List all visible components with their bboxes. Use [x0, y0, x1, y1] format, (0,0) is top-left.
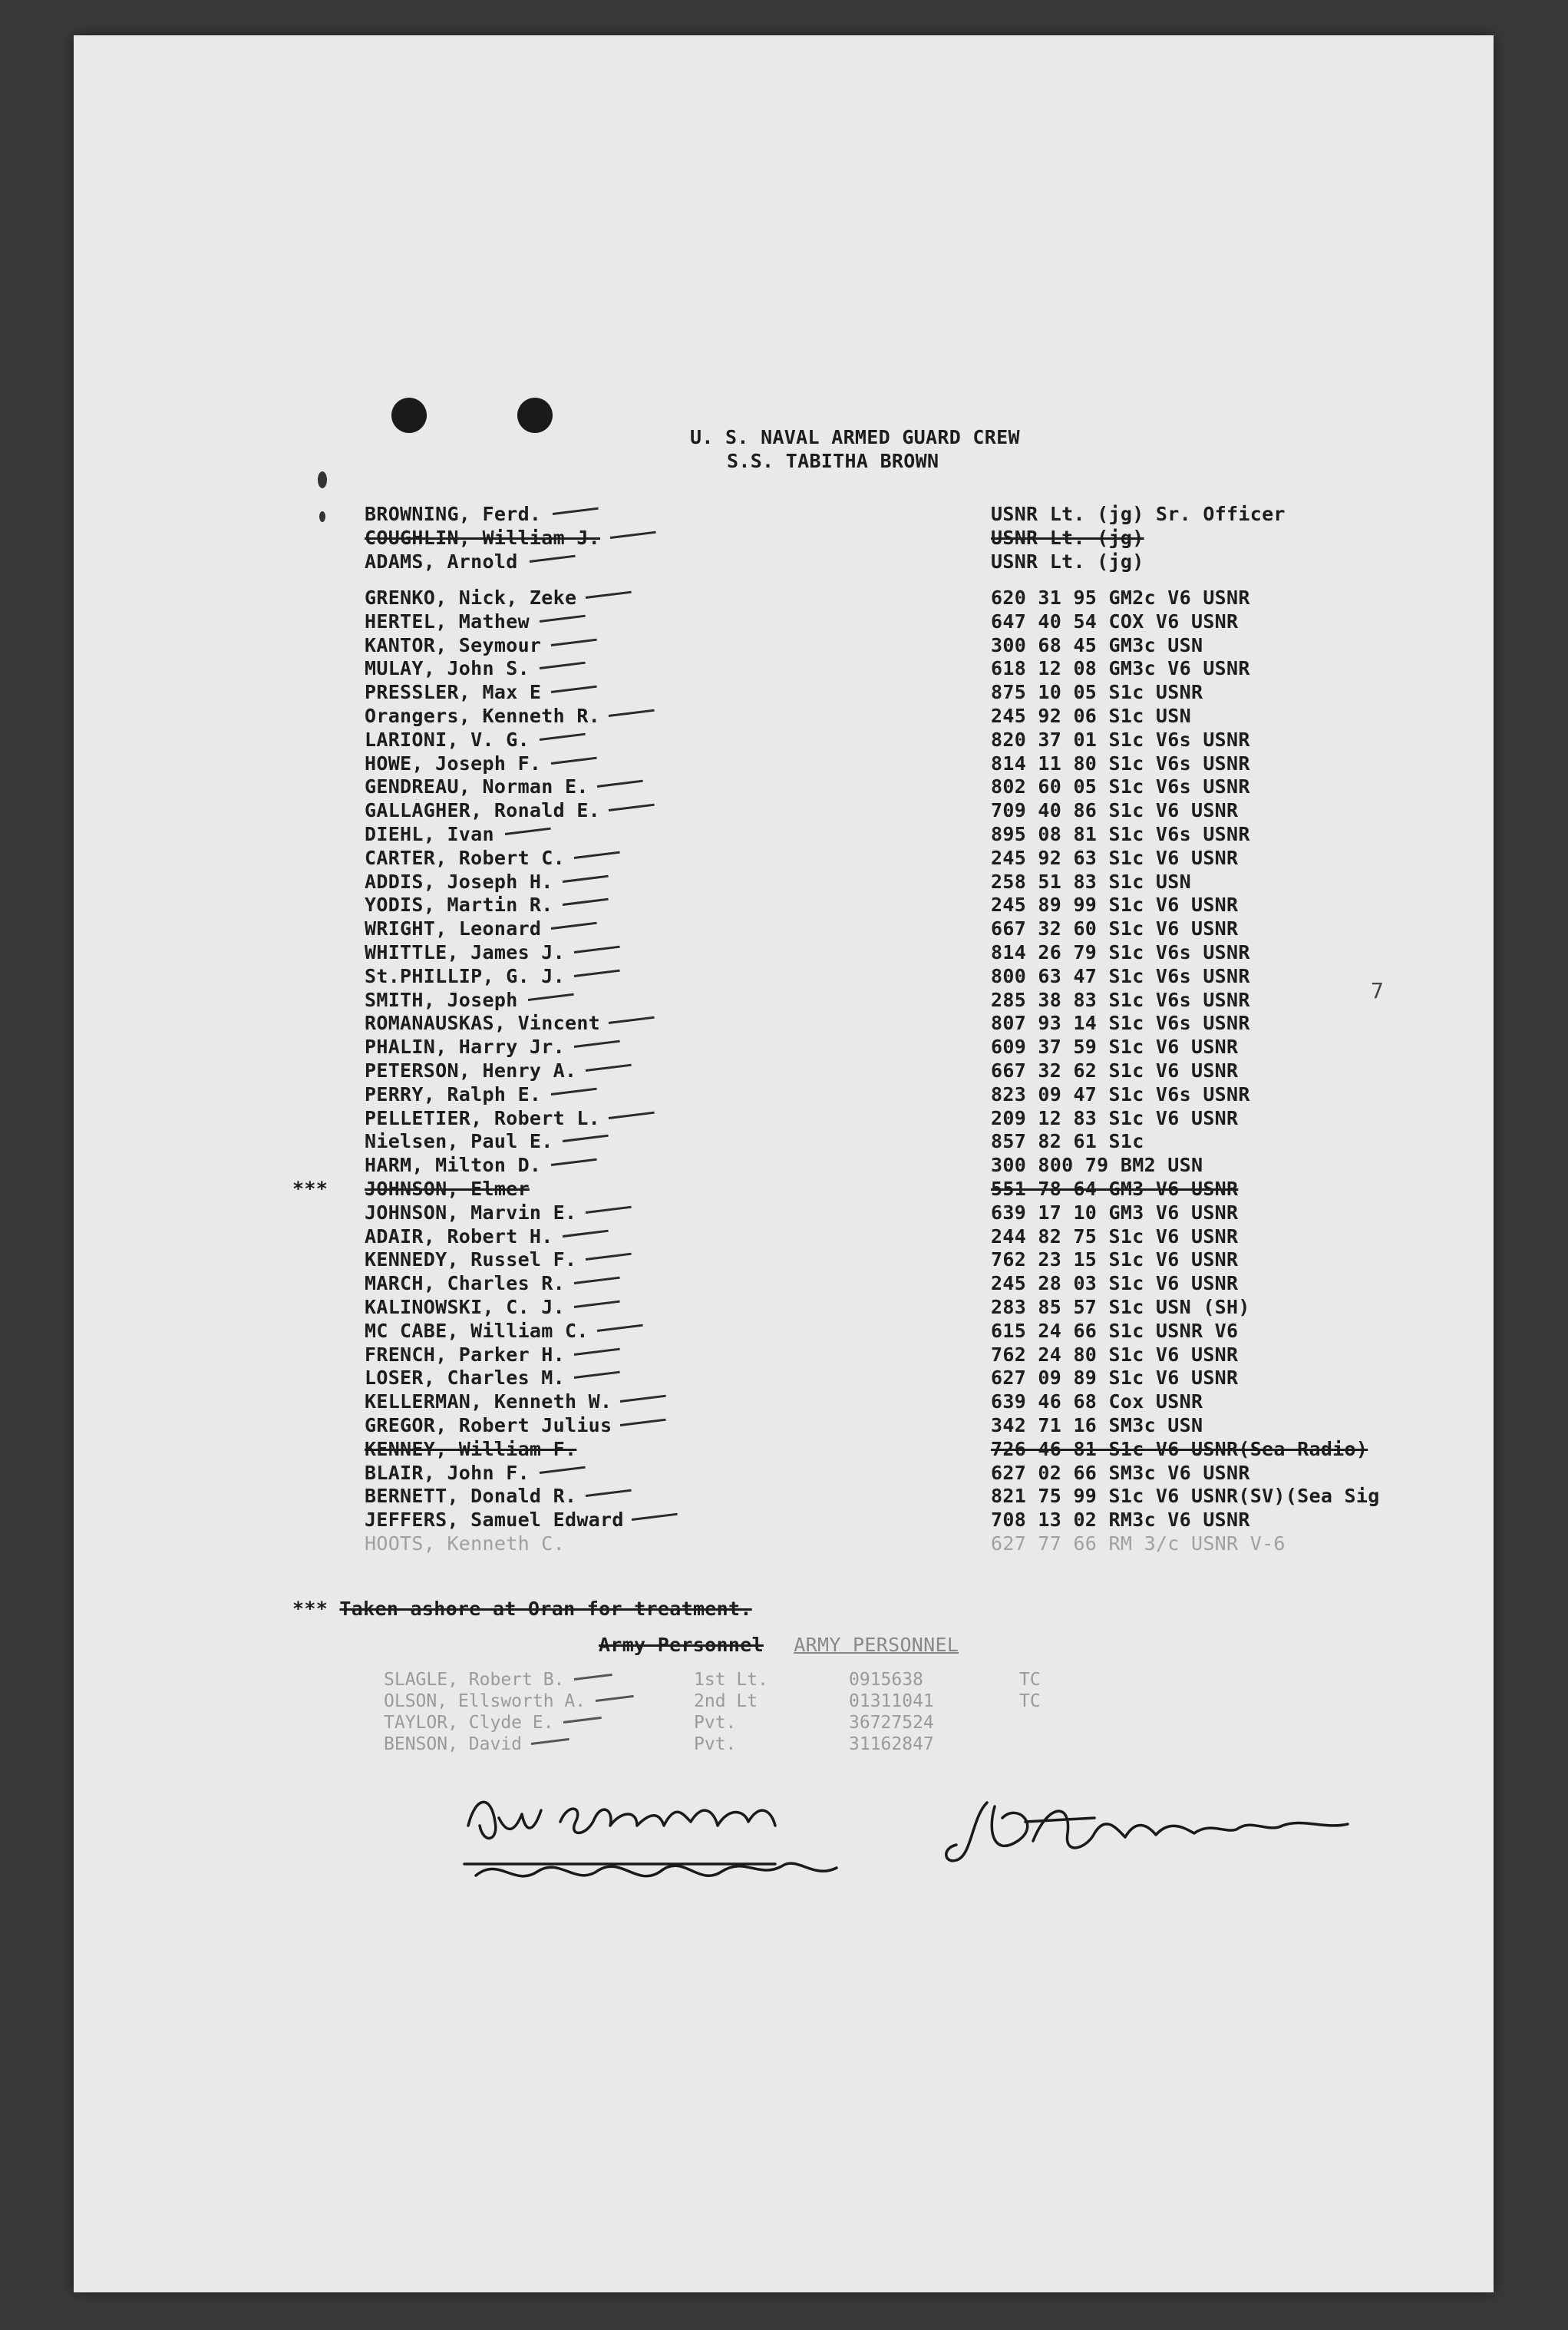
footnote-marker: *** [292, 1598, 328, 1620]
check-mark [551, 1158, 597, 1166]
army-serial: 01311041 [849, 1691, 934, 1711]
margin-mark: 7 [1371, 978, 1385, 1003]
check-mark [620, 1395, 666, 1403]
officer-name: ADAMS, Arnold [365, 550, 518, 573]
crew-name: JOHNSON, Elmer [365, 1178, 530, 1200]
check-mark [574, 1674, 612, 1681]
crew-rating: 639 17 10 GM3 V6 USNR [991, 1201, 1239, 1224]
crew-rating: 802 60 05 S1c V6s USNR [991, 775, 1250, 798]
crew-name: GREGOR, Robert Julius [365, 1414, 612, 1436]
crew-rating: 258 51 83 S1c USN [991, 870, 1191, 893]
crew-row [74, 1319, 1494, 1343]
crew-row [74, 964, 1494, 988]
crew-name: GRENKO, Nick, Zeke [365, 587, 577, 609]
crew-rating: 209 12 83 S1c V6 USNR [991, 1106, 1239, 1129]
army-rank: 1st Lt. [694, 1670, 768, 1690]
officer-name: BROWNING, Ferd. [365, 503, 542, 525]
asterisk-marker: *** [292, 1178, 328, 1200]
officer-row [74, 526, 1494, 550]
crew-row [74, 656, 1494, 680]
crew-name: BERNETT, Donald R. [365, 1485, 577, 1508]
document-page [74, 35, 1494, 2292]
check-mark [574, 969, 620, 977]
army-section-title [599, 1634, 959, 1656]
officer-row [74, 550, 1494, 573]
army-rank: Pvt. [694, 1734, 737, 1754]
check-mark [586, 1489, 632, 1497]
check-mark [586, 1205, 632, 1213]
crew-name: JOHNSON, Marvin E. [365, 1201, 577, 1224]
crew-row [74, 1295, 1494, 1319]
check-mark [586, 1253, 632, 1261]
crew-row [74, 1437, 1494, 1461]
signature-schumacher [453, 1780, 975, 1895]
crew-rating: 551 78 64 GM3 V6 USNR [991, 1178, 1239, 1200]
crew-name: YODIS, Martin R. [365, 894, 553, 917]
crew-row [74, 586, 1494, 610]
army-name: OLSON, Ellsworth A. [384, 1691, 586, 1711]
crew-row [74, 775, 1494, 798]
crew-rating: 726 46 81 S1c V6 USNR(Sea Radio) [991, 1437, 1368, 1460]
crew-rating: 609 37 59 S1c V6 USNR [991, 1036, 1239, 1059]
crew-row [74, 1484, 1494, 1508]
crew-name: MC CABE, William C. [365, 1319, 589, 1342]
crew-name: DIEHL, Ivan [365, 823, 494, 845]
crew-name: KENNEDY, Russel F. [365, 1248, 577, 1271]
crew-row [74, 940, 1494, 964]
check-mark [563, 898, 609, 906]
crew-name: BLAIR, John F. [365, 1461, 530, 1484]
check-mark [528, 993, 574, 1000]
crew-rating: 762 24 80 S1c V6 USNR [991, 1343, 1239, 1366]
crew-name: HERTEL, Mathew [365, 610, 530, 633]
crew-rating: 342 71 16 SM3c USN [991, 1414, 1203, 1436]
crew-name: FRENCH, Parker H. [365, 1343, 565, 1366]
crew-row [74, 1153, 1494, 1177]
crew-row [74, 704, 1494, 728]
crew-row [74, 610, 1494, 633]
army-serial: 31162847 [849, 1734, 934, 1754]
check-mark [563, 1135, 609, 1142]
crew-name: LOSER, Charles M. [365, 1367, 565, 1390]
check-mark [563, 874, 609, 882]
crew-row [74, 1059, 1494, 1082]
crew-rating: 245 92 06 S1c USN [991, 705, 1191, 727]
army-title-struck: Army Personnel [599, 1634, 764, 1656]
crew-rating: 800 63 47 S1c V6s USNR [991, 964, 1250, 987]
army-rank: 2nd Lt [694, 1691, 758, 1711]
army-serial: 0915638 [849, 1670, 923, 1690]
officer-name: COUGHLIN, William J. [365, 527, 601, 549]
crew-name: LARIONI, V. G. [365, 728, 530, 751]
check-mark [574, 946, 620, 953]
crew-name: JEFFERS, Samuel Edward [365, 1509, 624, 1532]
crew-name: KANTOR, Seymour [365, 633, 542, 656]
crew-row [74, 893, 1494, 917]
crew-row [74, 846, 1494, 870]
signature-stoner [941, 1787, 1432, 1879]
army-row [74, 1669, 1494, 1690]
crew-rating: 820 37 01 S1c V6s USNR [991, 728, 1250, 751]
crew-rating: 245 92 63 S1c V6 USNR [991, 846, 1239, 869]
crew-row [74, 1035, 1494, 1059]
crew-rating: 708 13 02 RM3c V6 USNR [991, 1509, 1250, 1532]
punch-hole [391, 398, 427, 433]
crew-row [74, 1508, 1494, 1532]
check-mark [597, 1324, 643, 1331]
check-mark [530, 555, 576, 563]
check-mark [563, 1717, 602, 1724]
army-branch: TC [1019, 1670, 1041, 1690]
officer-rating: USNR Lt. (jg) [991, 550, 1144, 573]
crew-name: CARTER, Robert C. [365, 846, 565, 869]
crew-rating: 875 10 05 S1c USNR [991, 681, 1203, 704]
crew-row [74, 1224, 1494, 1248]
footnote [292, 1598, 752, 1620]
crew-row [74, 798, 1494, 822]
crew-row [74, 752, 1494, 775]
crew-rating: 283 85 57 S1c USN (SH) [991, 1296, 1250, 1318]
crew-row [74, 988, 1494, 1012]
crew-name: ADAIR, Robert H. [365, 1224, 553, 1248]
check-mark [574, 1347, 620, 1355]
check-mark [531, 1738, 569, 1745]
check-mark [551, 686, 597, 693]
crew-rating: 762 23 15 S1c V6 USNR [991, 1248, 1239, 1271]
check-mark [620, 1419, 666, 1426]
crew-name: PELLETIER, Robert L. [365, 1106, 601, 1129]
crew-name: KALINOWSKI, C. J. [365, 1296, 565, 1318]
check-mark [551, 922, 597, 930]
crew-name: ADDIS, Joseph H. [365, 870, 553, 893]
check-mark [574, 1040, 620, 1048]
crew-rating: 244 82 75 S1c V6 USNR [991, 1224, 1239, 1248]
crew-name: HOOTS, Kenneth C. [365, 1532, 565, 1555]
check-mark [540, 732, 586, 740]
crew-name: PERRY, Ralph E. [365, 1082, 542, 1106]
crew-row [74, 1532, 1494, 1555]
check-mark [574, 1301, 620, 1308]
crew-rating: 807 93 14 S1c V6s USNR [991, 1012, 1250, 1035]
crew-name: GENDREAU, Norman E. [365, 775, 589, 798]
crew-rating: 639 46 68 Cox USNR [991, 1390, 1203, 1413]
crew-name: GALLAGHER, Ronald E. [365, 799, 601, 822]
crew-rating: 615 24 66 S1c USNR V6 [991, 1319, 1239, 1342]
crew-name: HARM, Milton D. [365, 1154, 542, 1177]
crew-name: WHITTLE, James J. [365, 941, 565, 963]
crew-rating: 618 12 08 GM3c V6 USNR [991, 657, 1250, 680]
crew-rating: 895 08 81 S1c V6s USNR [991, 823, 1250, 845]
crew-row [74, 822, 1494, 846]
ink-speck [318, 471, 327, 488]
check-mark [574, 1277, 620, 1284]
crew-rating: 627 77 66 RM 3/c USNR V-6 [991, 1532, 1286, 1555]
crew-rating: 814 26 79 S1c V6s USNR [991, 941, 1250, 963]
check-mark [553, 507, 599, 515]
crew-rating: 245 89 99 S1c V6 USNR [991, 894, 1239, 917]
check-mark [609, 709, 655, 717]
army-name: SLAGLE, Robert B. [384, 1670, 565, 1690]
crew-row [74, 1343, 1494, 1367]
crew-rating: 667 32 60 S1c V6 USNR [991, 917, 1239, 940]
officer-rating: USNR Lt. (jg) Sr. Officer [991, 503, 1286, 525]
army-name: BENSON, David [384, 1734, 523, 1754]
check-mark [632, 1513, 678, 1521]
crew-rating: 627 02 66 SM3c V6 USNR [991, 1461, 1250, 1484]
crew-rating: 245 28 03 S1c V6 USNR [991, 1272, 1239, 1295]
crew-name: KELLERMAN, Kenneth W. [365, 1390, 612, 1413]
crew-name: WRIGHT, Leonard [365, 917, 542, 940]
check-mark [586, 1064, 632, 1072]
crew-rating: 823 09 47 S1c V6s USNR [991, 1082, 1250, 1106]
crew-rating: 647 40 54 COX V6 USNR [991, 610, 1239, 633]
crew-row [74, 1177, 1494, 1201]
crew-name: SMITH, Joseph [365, 988, 518, 1011]
army-serial: 36727524 [849, 1713, 934, 1733]
crew-rating: 620 31 95 GM2c V6 USNR [991, 587, 1250, 609]
crew-row [74, 1129, 1494, 1153]
document-title [690, 425, 1020, 473]
check-mark [574, 851, 620, 858]
crew-row [74, 917, 1494, 940]
crew-row [74, 1461, 1494, 1485]
officer-rating: USNR Lt. (jg) [991, 527, 1144, 549]
crew-name: St.PHILLIP, G. J. [365, 964, 565, 987]
army-rank: Pvt. [694, 1713, 737, 1733]
punch-hole [517, 398, 553, 433]
crew-rating: 709 40 86 S1c V6 USNR [991, 799, 1239, 822]
check-mark [597, 780, 643, 788]
crew-name: PETERSON, Henry A. [365, 1059, 577, 1082]
check-mark [563, 1229, 609, 1237]
crew-row [74, 1201, 1494, 1224]
crew-name: ROMANAUSKAS, Vincent [365, 1012, 601, 1035]
crew-row [74, 633, 1494, 657]
army-name: TAYLOR, Clyde E. [384, 1713, 554, 1733]
crew-row [74, 870, 1494, 894]
crew-row [74, 728, 1494, 752]
check-mark [610, 531, 656, 539]
title-line-2: S.S. TABITHA BROWN [727, 450, 939, 472]
check-mark [609, 1111, 655, 1119]
crew-rating: 300 68 45 GM3c USN [991, 633, 1203, 656]
check-mark [574, 1371, 620, 1379]
footnote-text: Taken ashore at Oran for treatment. [339, 1598, 752, 1620]
check-mark [596, 1695, 634, 1702]
crew-rating: 821 75 99 S1c V6 USNR(SV)(Sea Sig [991, 1485, 1380, 1508]
officer-row [74, 502, 1494, 526]
check-mark [551, 756, 597, 764]
crew-name: Nielsen, Paul E. [365, 1130, 553, 1153]
crew-row [74, 1106, 1494, 1130]
crew-row [74, 1271, 1494, 1295]
crew-rating: 300 800 79 BM2 USN [991, 1154, 1203, 1177]
crew-row [74, 1413, 1494, 1437]
title-line-1: U. S. NAVAL ARMED GUARD CREW [690, 426, 1020, 448]
crew-row [74, 1248, 1494, 1271]
crew-rating: 667 32 62 S1c V6 USNR [991, 1059, 1239, 1082]
crew-row [74, 1366, 1494, 1390]
crew-name: MARCH, Charles R. [365, 1272, 565, 1295]
check-mark [505, 828, 551, 835]
check-mark [586, 591, 632, 599]
crew-rating: 627 09 89 S1c V6 USNR [991, 1367, 1239, 1390]
crew-row [74, 1082, 1494, 1106]
check-mark [540, 614, 586, 622]
crew-row [74, 680, 1494, 704]
crew-rating: 857 82 61 S1c [991, 1130, 1144, 1153]
crew-name: HOWE, Joseph F. [365, 752, 542, 775]
army-title: ARMY PERSONNEL [794, 1634, 959, 1656]
crew-name: PRESSLER, Max E [365, 681, 542, 704]
army-branch: TC [1019, 1691, 1041, 1711]
crew-row [74, 1011, 1494, 1035]
crew-rating: 285 38 83 S1c V6s USNR [991, 988, 1250, 1011]
crew-name: MULAY, John S. [365, 657, 530, 680]
army-row [74, 1733, 1494, 1755]
check-mark [540, 1466, 586, 1473]
check-mark [551, 638, 597, 646]
check-mark [609, 1016, 655, 1024]
crew-rating: 814 11 80 S1c V6s USNR [991, 752, 1250, 775]
crew-row [74, 1390, 1494, 1413]
army-row [74, 1690, 1494, 1712]
crew-name: KENNEY, William F. [365, 1437, 577, 1460]
check-mark [551, 1087, 597, 1095]
crew-name: Orangers, Kenneth R. [365, 705, 601, 727]
check-mark [609, 804, 655, 811]
crew-name: PHALIN, Harry Jr. [365, 1036, 565, 1059]
army-row [74, 1712, 1494, 1733]
check-mark [540, 662, 586, 669]
